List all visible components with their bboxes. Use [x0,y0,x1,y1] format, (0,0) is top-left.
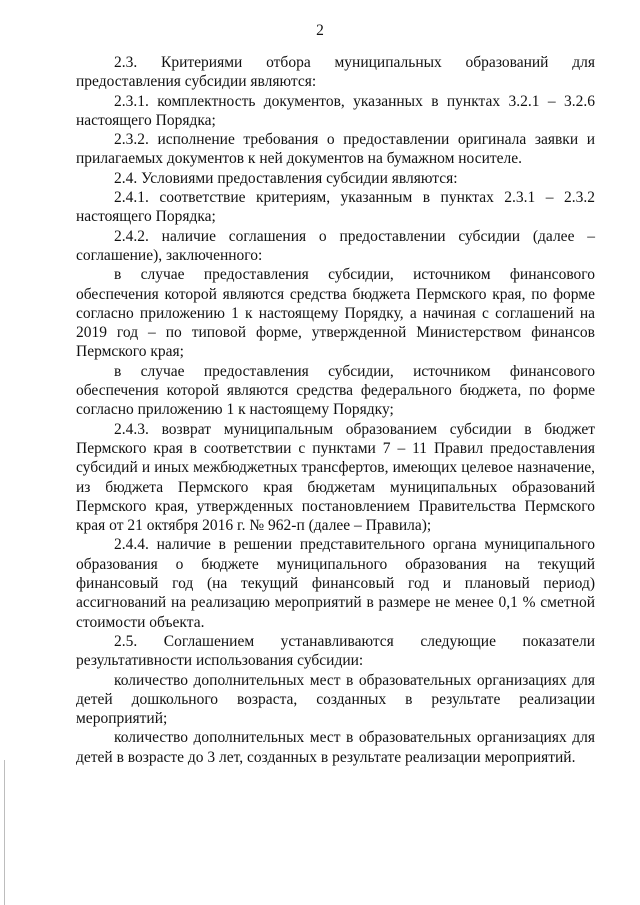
paragraph-2-4-3: 2.4.3. возврат муниципальным образованием субсидии в бюджет Пермского края в соответствии с пунктами 7 – 11 Правил предоставления субсидий и иных межбюджетных трансфертов, имеющих целевое назначение, из бюджета Пермского края бюджетам муниципальных образований Пермского края, утвержденных постановлением Правительства Пермского края от 21 октября 2016 г. № 962-п (далее – Правила); [76,420,595,535]
paragraph-federal-budget-case: в случае предоставления субсидии, источником финансового обеспечения которой являются средства федерального бюджета, по форме согласно приложению 1 к настоящему Порядку; [76,362,595,419]
paragraph-indicator-preschool: количество дополнительных мест в образовательных организациях для детей дошкольного возраста, созданных в результате реализации мероприятий; [76,671,595,728]
paragraph-2-3-1: 2.3.1. комплектность документов, указанных в пунктах 3.2.1 – 3.2.6 настоящего Порядка; [76,92,595,129]
paragraph-2-4: 2.4. Условиями предоставления субсидии являются: [114,169,458,187]
paragraph-2-5: 2.5. Соглашением устанавливаются следующие показатели результативности использования субсидии: [76,632,595,670]
document-body [76,53,595,767]
paragraph-regional-budget-case: в случае предоставления субсидии, источником финансового обеспечения которой являются средства бюджета Пермского края, по форме согласно приложению 1 к настоящему Порядку, а начиная с соглашений на 2019 год – по типовой форме, утвержденной Министерством финансов Пермского края; [76,266,595,361]
paragraph-2-4-2: 2.4.2. наличие соглашения о предоставлении субсидии (далее – соглашение), заключенного: [76,227,595,264]
paragraph-2-3-2: 2.3.2. исполнение требования о предоставлении оригинала заявки и прилагаемых документов к ней документов на бумажном носителе. [76,131,595,168]
paragraph-2-4-1: 2.4.1. соответствие критериям, указанным в пунктах 2.3.1 – 2.3.2 настоящего Порядка; [76,189,595,226]
paragraph-indicator-under-3: количество дополнительных мест в образовательных организациях для детей в возрасте до 3 лет, созданных в результате реализации мероприятий. [76,729,595,766]
page-number: 2 [316,22,324,39]
paragraph-2-4-4: 2.4.4. наличие в решении представительного органа муниципального образования о бюджете муниципального образования на текущий финансовый год (на текущий финансовый год и плановый период) ассигнований на реализацию мероприятий в размере не менее 0,1 % сметной стоимости объекта. [76,536,595,631]
scan-edge-line [4,760,5,905]
paragraph-2-3: 2.3. Критериями отбора муниципальных образований для предоставления субсидии являются: [76,54,595,91]
